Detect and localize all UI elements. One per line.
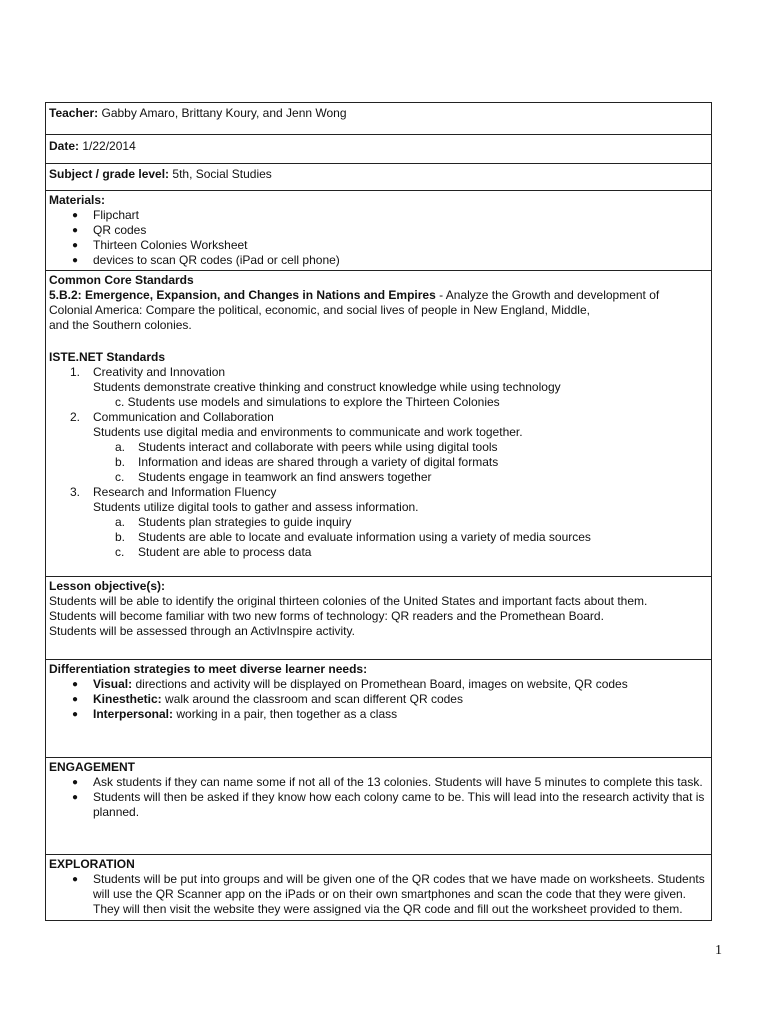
sub-marker: a. [115, 515, 126, 529]
standard-text-1: - Analyze the Growth and development of [435, 288, 660, 302]
sub-text: Students are able to locate and evaluate information using a variety of media sources [138, 530, 591, 544]
iste-sub-item [93, 455, 708, 470]
sub-marker: b. [115, 530, 126, 544]
iste-sub-item [93, 515, 708, 530]
exploration-list [49, 872, 708, 917]
page-number: 1 [715, 943, 722, 958]
sub-marker: a. [115, 440, 126, 454]
objectives-row [46, 577, 711, 660]
list-number: 3. [70, 485, 81, 499]
objective-line: Students will be able to identify the original thirteen colonies of the United States and important facts about them. [49, 594, 648, 608]
list-item [49, 677, 708, 692]
list-item [49, 707, 708, 722]
teacher-label: Teacher: [49, 106, 99, 120]
date-value: 1/22/2014 [82, 139, 136, 153]
sub-text: Students plan strategies to guide inquiry [138, 515, 352, 529]
list-item: ● Ask students if they can name some if not all of the 13 colonies. Students will have 5 minutes to complete this task. [49, 775, 708, 790]
iste-heading: ISTE.NET Standards [49, 350, 166, 364]
sub-marker: c. [115, 470, 125, 484]
iste-list [49, 365, 708, 560]
list-item: ● QR codes [49, 223, 708, 238]
engagement-label: ENGAGEMENT [49, 760, 136, 774]
strategy-text: working in a pair, then together as a class [173, 707, 398, 721]
strategy-name: Visual: [93, 677, 133, 691]
list-item [49, 410, 708, 485]
iste-desc: Students utilize digital tools to gather and assess information. [93, 500, 419, 514]
objective-line: Students will become familiar with two new forms of technology: QR readers and the Promethean Board. [49, 609, 604, 623]
objective-line: Students will be assessed through an ActivInspire activity. [49, 624, 355, 638]
materials-label: Materials: [49, 193, 106, 207]
list-item: ● Flipchart [49, 208, 708, 223]
exploration-label: EXPLORATION [49, 857, 135, 871]
list-number: 1. [70, 365, 81, 379]
standard-code: 5.B.2: Emergence, Expansion, and Changes in Nations and Empires [49, 288, 436, 302]
list-item: ● Thirteen Colonies Worksheet [49, 238, 708, 253]
standard-text-2: Colonial America: Compare the political, economic, and social lives of people in New England, Middle, [49, 303, 590, 317]
standards-row [46, 271, 711, 577]
strategy-text: walk around the classroom and scan different QR codes [161, 692, 463, 706]
iste-sub-item [93, 530, 708, 545]
iste-desc: Students demonstrate creative thinking and construct knowledge while using technology [93, 380, 561, 394]
differentiation-label: Differentiation strategies to meet diverse learner needs: [49, 662, 368, 676]
materials-row [46, 191, 711, 271]
list-item: ● Students will then be asked if they know how each colony came to be. This will lead into the research activity that is planned. [49, 790, 708, 820]
strategy-text: directions and activity will be displayed on Promethean Board, images on website, QR codes [132, 677, 628, 691]
list-item [49, 365, 708, 410]
differentiation-list [49, 677, 708, 722]
sub-text: Student are able to process data [138, 545, 312, 559]
list-number: 2. [70, 410, 81, 424]
list-item: ● devices to scan QR codes (iPad or cell phone) [49, 253, 708, 268]
differentiation-row [46, 660, 711, 758]
common-core-heading: Common Core Standards [49, 273, 194, 287]
subject-label: Subject / grade level: [49, 167, 170, 181]
strategy-name: Interpersonal: [93, 707, 174, 721]
subject-value: 5th, Social Studies [172, 167, 272, 181]
iste-sub-item [93, 470, 708, 485]
list-item: ● Students will be put into groups and will be given one of the QR codes that we have made on worksheets. Students will use the QR Scanner app on the iPads or on their own smartphones and scan the code that they were given. They will then visit the website they were assigned via the QR code and fill out the worksheet provided to them. [49, 872, 708, 917]
sub-text: Information and ideas are shared through a variety of digital formats [138, 455, 499, 469]
list-item [49, 692, 708, 707]
iste-sub-list [93, 440, 708, 485]
iste-sub-item: c. Students use models and simulations to explore the Thirteen Colonies [115, 395, 500, 409]
date-label: Date: [49, 139, 80, 153]
lesson-plan-table [45, 102, 712, 921]
standard-text-3: and the Southern colonies. [49, 318, 192, 332]
iste-sub-item [93, 440, 708, 455]
sub-text: Students interact and collaborate with peers while using digital tools [138, 440, 498, 454]
engagement-row [46, 758, 711, 855]
iste-desc: Students use digital media and environments to communicate and work together. [93, 425, 523, 439]
teacher-row [46, 103, 711, 135]
sub-text: Students engage in teamwork an find answers together [138, 470, 432, 484]
strategy-name: Kinesthetic: [93, 692, 162, 706]
date-row [46, 135, 711, 164]
iste-title: Creativity and Innovation [93, 365, 226, 379]
iste-title: Communication and Collaboration [93, 410, 274, 424]
teacher-value: Gabby Amaro, Brittany Koury, and Jenn Wong [101, 106, 347, 120]
iste-sub-item [93, 545, 708, 560]
sub-marker: b. [115, 455, 126, 469]
subject-row [46, 164, 711, 191]
list-item [49, 485, 708, 560]
exploration-row [46, 855, 711, 920]
iste-title: Research and Information Fluency [93, 485, 277, 499]
sub-marker: c. [115, 545, 125, 559]
objectives-label: Lesson objective(s): [49, 579, 166, 593]
engagement-list [49, 775, 708, 820]
materials-list [49, 208, 708, 268]
iste-sub-list [93, 515, 708, 560]
